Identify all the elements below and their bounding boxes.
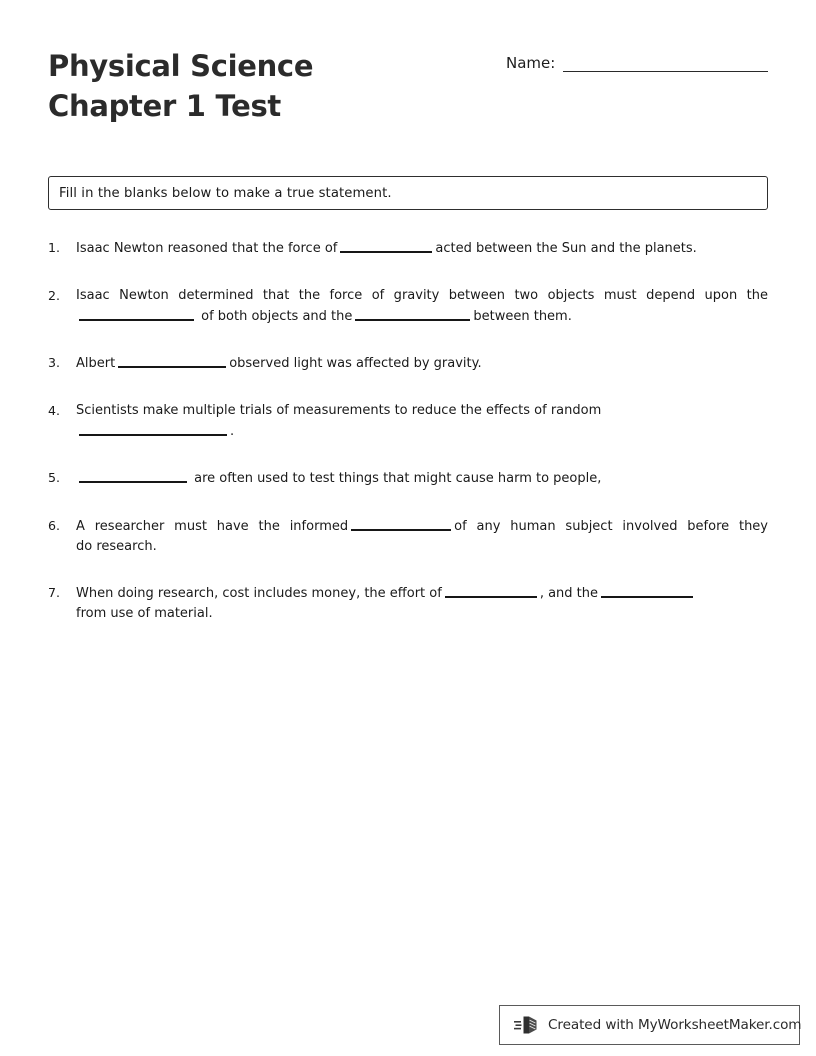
instruction-text: Fill in the blanks below to make a true statement. [59, 185, 392, 201]
answer-blank[interactable] [340, 238, 432, 253]
question-text [76, 401, 768, 442]
question-line [76, 306, 768, 327]
answer-blank[interactable] [118, 353, 226, 368]
question-line [76, 421, 768, 442]
question-text-segment: acted between the Sun and the planets. [435, 241, 697, 256]
answer-blank[interactable] [355, 306, 470, 321]
question-line [76, 583, 768, 604]
question-number: 5. [48, 470, 61, 485]
question-text [76, 238, 768, 259]
question-number: 4. [48, 403, 61, 418]
answer-blank[interactable] [79, 421, 227, 436]
question-text-segment: are often used to test things that might cause harm to people, [194, 471, 602, 486]
page-title-line-2: Chapter 1 Test [48, 89, 281, 123]
question-text-segment: from use of material. [76, 606, 213, 621]
question-item [48, 516, 768, 557]
footer-attribution-text: Created with MyWorksheetMaker.com [548, 1017, 802, 1033]
question-text-segment: observed light was affected by gravity. [229, 356, 482, 371]
question-text [76, 583, 768, 624]
question-text [76, 468, 768, 489]
instruction-box [48, 176, 768, 210]
question-line [76, 516, 768, 537]
question-text-segment: Isaac Newton determined that the force of gravity between two objects must depend upon the [76, 288, 768, 303]
question-text [76, 286, 768, 327]
question-number: 1. [48, 240, 61, 255]
question-item [48, 401, 768, 442]
question-item [48, 468, 768, 489]
questions-list [48, 238, 768, 646]
question-text-segment: . [230, 424, 235, 439]
question-item [48, 583, 768, 624]
question-text [76, 516, 768, 557]
question-number: 2. [48, 288, 61, 303]
question-number: 7. [48, 585, 61, 600]
name-label: Name: [506, 54, 556, 72]
question-text-segment: Isaac Newton reasoned that the force of [76, 241, 338, 256]
question-text-segment: , and the [539, 586, 599, 601]
question-text [76, 353, 768, 374]
question-text-segment: When doing research, cost includes money, the effort of [76, 586, 442, 601]
question-number: 3. [48, 355, 61, 370]
question-text-segment: between them. [473, 309, 572, 324]
answer-blank[interactable] [79, 306, 194, 321]
name-input-rule[interactable] [563, 54, 768, 72]
question-text-segment: do research. [76, 539, 157, 554]
question-text-segment: Albert [76, 356, 116, 371]
worksheet-maker-logo-icon [514, 1014, 540, 1036]
question-text-segment: A researcher must have the informed [76, 519, 349, 534]
question-text-segment: of both objects and the [201, 309, 353, 324]
answer-blank[interactable] [445, 583, 537, 598]
page-title [48, 46, 468, 126]
name-field-group [506, 54, 768, 72]
page-title-line-1: Physical Science [48, 49, 314, 83]
worksheet-header [48, 46, 768, 136]
question-text-segment: of any human subject involved before they [454, 519, 769, 534]
question-number: 6. [48, 518, 61, 533]
answer-blank[interactable] [601, 583, 693, 598]
question-text-segment: Scientists make multiple trials of measurements to reduce the effects of random [76, 403, 602, 418]
answer-blank[interactable] [79, 468, 187, 483]
footer-attribution-badge[interactable] [499, 1005, 800, 1045]
answer-blank[interactable] [351, 516, 451, 531]
question-item [48, 238, 768, 259]
question-item [48, 286, 768, 327]
question-item [48, 353, 768, 374]
